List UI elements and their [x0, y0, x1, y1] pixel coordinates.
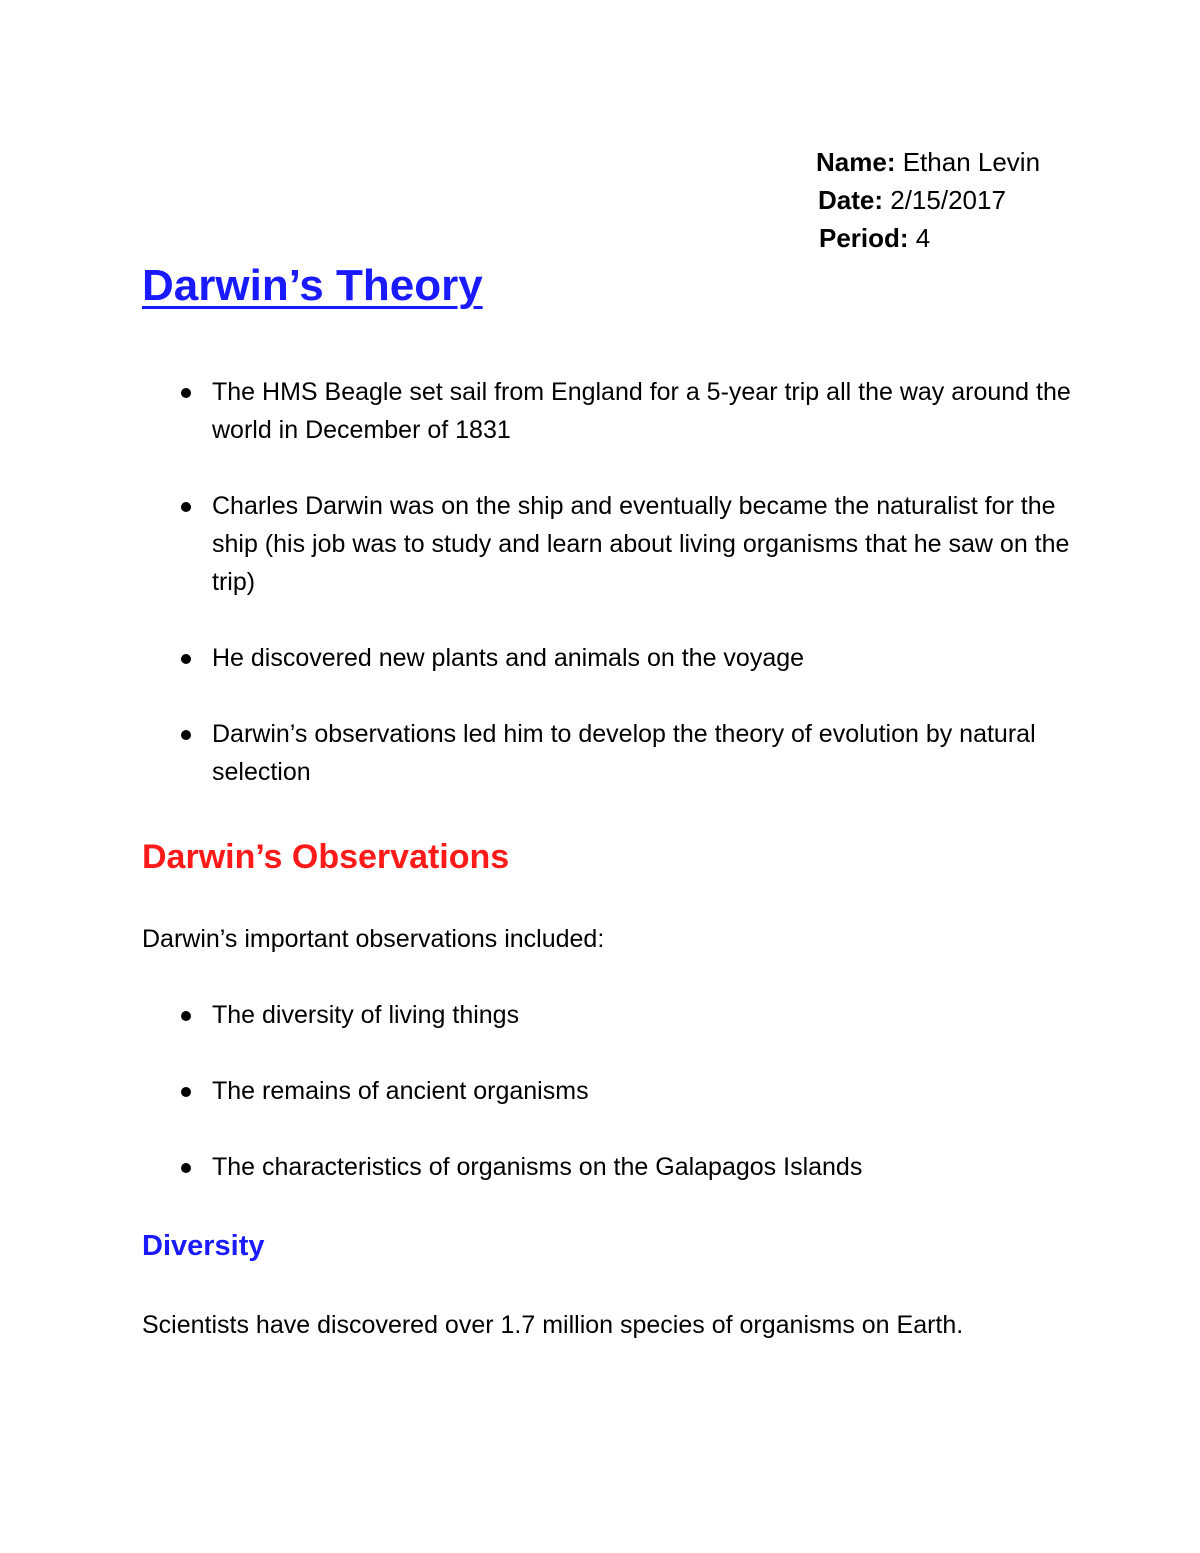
list-item: [142, 715, 1072, 791]
date-line: [818, 181, 1040, 219]
bullet-icon: [181, 654, 191, 664]
period-line: [819, 219, 1040, 257]
list-item: [142, 996, 1072, 1034]
period-label: Period:: [819, 223, 909, 253]
date-label: Date:: [818, 185, 884, 215]
list-item-text: The remains of ancient organisms: [212, 1077, 589, 1105]
bullet-icon: [181, 1087, 191, 1097]
diversity-heading: Diversity: [142, 1230, 265, 1262]
observations-bullet-list: [142, 996, 1072, 1224]
list-item-text: The characteristics of organisms on the Galapagos Islands: [212, 1153, 863, 1181]
list-item-text: The diversity of living things: [212, 1001, 520, 1029]
student-info: [816, 143, 1040, 257]
theory-bullet-list: [142, 373, 1072, 829]
date-value: 2/15/2017: [883, 185, 1006, 215]
list-item: [142, 1072, 1072, 1110]
list-item: [142, 639, 1072, 677]
bullet-icon: [181, 1011, 191, 1021]
bullet-icon: [181, 388, 191, 398]
page-title: Darwin’s Theory: [142, 261, 483, 310]
bullet-icon: [181, 502, 191, 512]
observations-heading: Darwin’s Observations: [142, 838, 510, 876]
list-item: [142, 487, 1072, 601]
name-line: [816, 143, 1040, 181]
list-item: [142, 1148, 1072, 1186]
bullet-icon: [181, 1163, 191, 1173]
name-label: Name:: [816, 147, 896, 177]
diversity-text: Scientists have discovered over 1.7 million species of organisms on Earth.: [142, 1311, 964, 1339]
list-item-text: The HMS Beagle set sail from England for a 5-year trip all the way around the world in December of 1831: [212, 378, 1071, 444]
name-value: Ethan Levin: [895, 147, 1041, 177]
observations-intro: Darwin’s important observations included:: [142, 925, 605, 953]
bullet-icon: [181, 730, 191, 740]
list-item-text: He discovered new plants and animals on the voyage: [212, 644, 805, 672]
list-item-text: Charles Darwin was on the ship and eventually became the naturalist for the ship (his job was to study and learn about living organisms that he saw on the trip): [212, 492, 1070, 596]
list-item: [142, 373, 1072, 449]
period-value: 4: [908, 223, 931, 253]
list-item-text: Darwin’s observations led him to develop the theory of evolution by natural selection: [212, 720, 1036, 786]
